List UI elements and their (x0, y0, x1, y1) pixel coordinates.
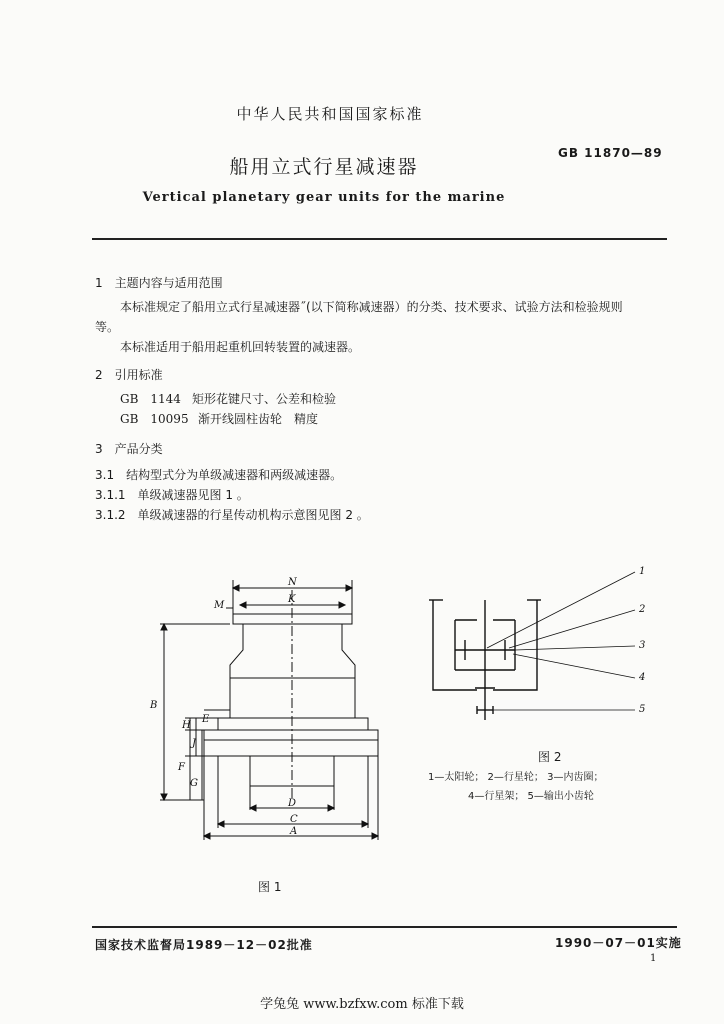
dim-M-label: M (214, 600, 225, 611)
figure-2-legend-line-1: 1—太阳轮； 2—行星轮； 3—内齿圈； (428, 772, 604, 783)
standard-code: GB 11870—89 (558, 146, 663, 160)
section-1-para-2: 本标准适用于船用起重机回转装置的减速器。 (120, 340, 361, 354)
figure-2-caption: 图 2 (538, 750, 562, 764)
callout-3: 3 (639, 640, 646, 651)
callout-1: 1 (639, 566, 646, 577)
reference-2-code: GB 10095 (120, 412, 189, 426)
reference-1-code: GB 1144 (120, 392, 181, 406)
title-english: Vertical planetary gear units for the marine (142, 190, 506, 205)
dim-K-label: K (288, 594, 296, 605)
figure-1-caption: 图 1 (258, 880, 282, 894)
clause-3-1-1: 3.1.1 单级减速器见图 1 。 (95, 488, 249, 502)
reference-2-title: 渐开线圆柱齿轮 精度 (198, 412, 319, 426)
watermark: 学兔兔 www.bzfxw.com 标准下载 (260, 997, 464, 1012)
clause-3-1-2: 3.1.2 单级减速器的行星传动机构示意图见图 2 。 (95, 508, 369, 522)
title-chinese: 船用立式行星减速器 (229, 156, 419, 178)
figure-1-drawing (130, 570, 390, 850)
section-3-heading: 3 产品分类 (95, 442, 163, 456)
implementation-date: 1990－07－01实施 (555, 936, 682, 950)
dim-E-label: E (202, 714, 210, 725)
page-number: 1 (650, 953, 657, 964)
approval-date: 国家技术监督局1989－12－02批准 (95, 938, 313, 952)
callout-2: 2 (639, 604, 646, 615)
dim-G-label: G (190, 778, 198, 789)
reference-1-title: 矩形花键尺寸、公差和检验 (192, 392, 337, 406)
footer-rule (92, 926, 677, 928)
dim-J-label: J (192, 738, 197, 749)
dim-A-label: A (290, 826, 298, 837)
dim-H-label: H (182, 720, 191, 731)
dim-N-label: N (288, 577, 297, 588)
section-1-para-1-line-1: 本标准规定了船用立式行星减速器˝(以下简称减速器）的分类、技术要求、试验方法和检验规则 (120, 300, 623, 314)
dim-C-label: C (290, 814, 298, 825)
dim-B-label: B (150, 700, 158, 711)
callout-5: 5 (639, 704, 646, 715)
clause-3-1: 3.1 结构型式分为单级减速器和两级减速器。 (95, 468, 343, 482)
section-1-para-1-line-2: 等。 (95, 320, 120, 334)
dim-D-label: D (288, 798, 297, 809)
header-rule (92, 238, 667, 240)
section-2-heading: 2 引用标准 (95, 368, 163, 382)
standard-org: 中华人民共和国国家标准 (236, 105, 424, 123)
callout-4: 4 (639, 672, 646, 683)
figure-2-schematic (425, 560, 665, 725)
figure-2-legend-line-2: 4—行星架； 5—输出小齿轮 (468, 791, 594, 802)
dim-F-label: F (178, 762, 185, 773)
section-1-heading: 1 主题内容与适用范围 (95, 276, 223, 290)
